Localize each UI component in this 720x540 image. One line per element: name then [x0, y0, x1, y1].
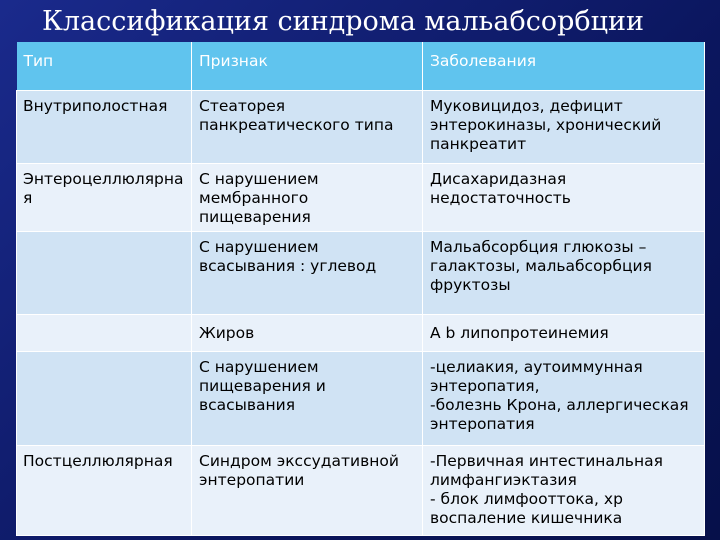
table-row: [17, 91, 705, 164]
cell-sign: Жиров: [192, 315, 423, 352]
classification-table: [16, 42, 705, 536]
cell-type: [17, 352, 192, 446]
cell-sign: С нарушением мембранного пищеварения: [192, 164, 423, 232]
cell-diseases: Дисахаридазная недостаточность: [423, 164, 705, 232]
cell-sign: Стеаторея панкреатического типа: [192, 91, 423, 164]
cell-type: [17, 232, 192, 315]
table-row: [17, 352, 705, 446]
slide-title: Классификация синдрома мальабсорбции: [42, 6, 644, 37]
cell-type: Энтероцеллюлярная: [17, 164, 192, 232]
table-row: [17, 446, 705, 536]
cell-diseases: Муковицидоз, дефицит энтерокиназы, хронический панкреатит: [423, 91, 705, 164]
cell-diseases: А b липопротеинемия: [423, 315, 705, 352]
table-row: [17, 232, 705, 315]
table-row: [17, 315, 705, 352]
table-row: [17, 164, 705, 232]
cell-type: Постцеллюлярная: [17, 446, 192, 536]
cell-sign: С нарушением всасывания : углевод: [192, 232, 423, 315]
cell-sign: С нарушением пищеварения и всасывания: [192, 352, 423, 446]
cell-diseases: Мальабсорбция глюкозы – галактозы, мальабсорбция фруктозы: [423, 232, 705, 315]
cell-diseases: -Первичная интестинальная лимфангиэктазия - блок лимфооттока, хр воспаление кишечника: [423, 446, 705, 536]
header-type: Тип: [17, 42, 192, 91]
header-diseases: Заболевания: [423, 42, 705, 91]
cell-type: Внутриполостная: [17, 91, 192, 164]
cell-diseases: -целиакия, аутоиммунная энтеропатия, -болезнь Крона, аллергическая энтеропатия: [423, 352, 705, 446]
cell-sign: Синдром экссудативной энтеропатии: [192, 446, 423, 536]
header-sign: Признак: [192, 42, 423, 91]
cell-type: [17, 315, 192, 352]
table-header-row: [17, 42, 705, 91]
